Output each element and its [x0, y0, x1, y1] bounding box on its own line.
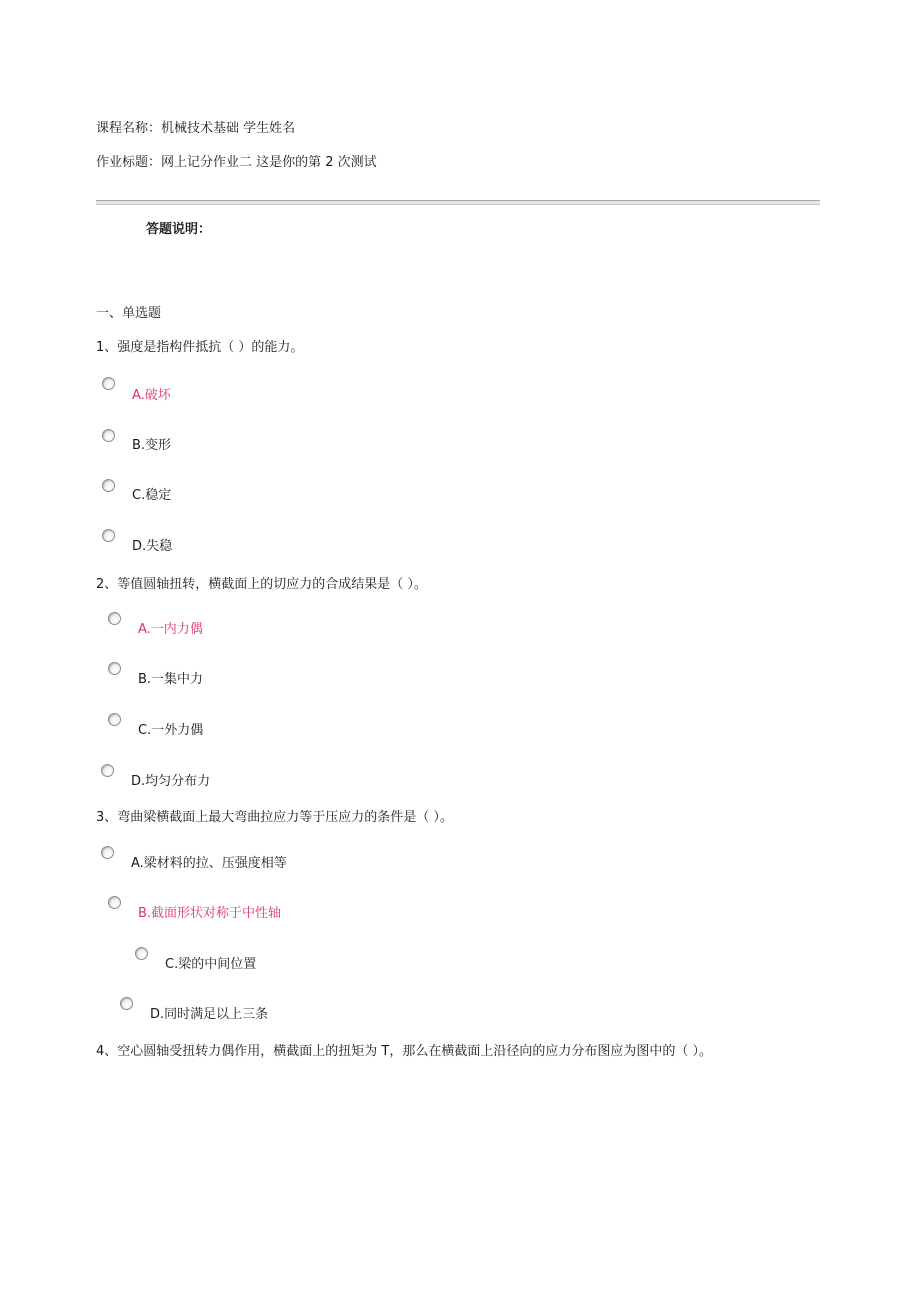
q1-option-c-label[interactable]: C.稳定 [132, 488, 172, 503]
q3-option-a-label[interactable]: A.梁材料的拉、压强度相等 [131, 856, 287, 871]
question-2-text: 2、等值圆轴扭转，横截面上的切应力的合成结果是（ ）。 [96, 577, 427, 592]
section-title: 一、单选题 [96, 306, 162, 321]
q3-option-c-label[interactable]: C.梁的中间位置 [165, 957, 257, 972]
q1-option-d-label[interactable]: D.失稳 [132, 539, 173, 554]
q2-option-d-label[interactable]: D.均匀分布力 [131, 774, 211, 789]
q3-option-d-radio[interactable] [120, 997, 133, 1010]
instructions-label: 答题说明： [146, 222, 212, 237]
q1-option-d-radio[interactable] [102, 529, 115, 542]
q3-option-d-label[interactable]: D.同时满足以上三条 [150, 1007, 269, 1022]
q1-option-c-radio[interactable] [102, 479, 115, 492]
q2-option-a-radio[interactable] [108, 612, 121, 625]
q3-option-c-radio[interactable] [135, 947, 148, 960]
question-1-text: 1、强度是指构件抵抗（ ）的能力。 [96, 340, 304, 355]
q2-option-b-label[interactable]: B.一集中力 [138, 672, 204, 687]
question-4-text: 4、空心圆轴受扭转力偶作用，横截面上的扭矩为 T，那么在横截面上沿径向的应力分布图应为图中的（ ）。 [96, 1044, 712, 1059]
assignment-title: 作业标题：网上记分作业二 这是你的第 2 次测试 [96, 155, 377, 170]
course-line: 课程名称：机械技术基础 学生姓名 [96, 121, 296, 136]
q3-option-a-radio[interactable] [101, 846, 114, 859]
q2-option-c-radio[interactable] [108, 713, 121, 726]
q2-option-d-radio[interactable] [101, 764, 114, 777]
question-3-text: 3、弯曲梁横截面上最大弯曲拉应力等于压应力的条件是（ ）。 [96, 810, 453, 825]
q1-option-b-label[interactable]: B.变形 [132, 438, 172, 453]
q1-option-a-radio[interactable] [102, 377, 115, 390]
q1-option-a-label[interactable]: A.破坏 [132, 388, 171, 403]
q2-option-a-label[interactable]: A.一内力偶 [138, 622, 203, 637]
q3-option-b-radio[interactable] [108, 896, 121, 909]
q2-option-c-label[interactable]: C.一外力偶 [138, 723, 204, 738]
header-divider [96, 200, 820, 205]
q1-option-b-radio[interactable] [102, 429, 115, 442]
q3-option-b-label[interactable]: B.截面形状对称于中性轴 [138, 906, 282, 921]
q2-option-b-radio[interactable] [108, 662, 121, 675]
